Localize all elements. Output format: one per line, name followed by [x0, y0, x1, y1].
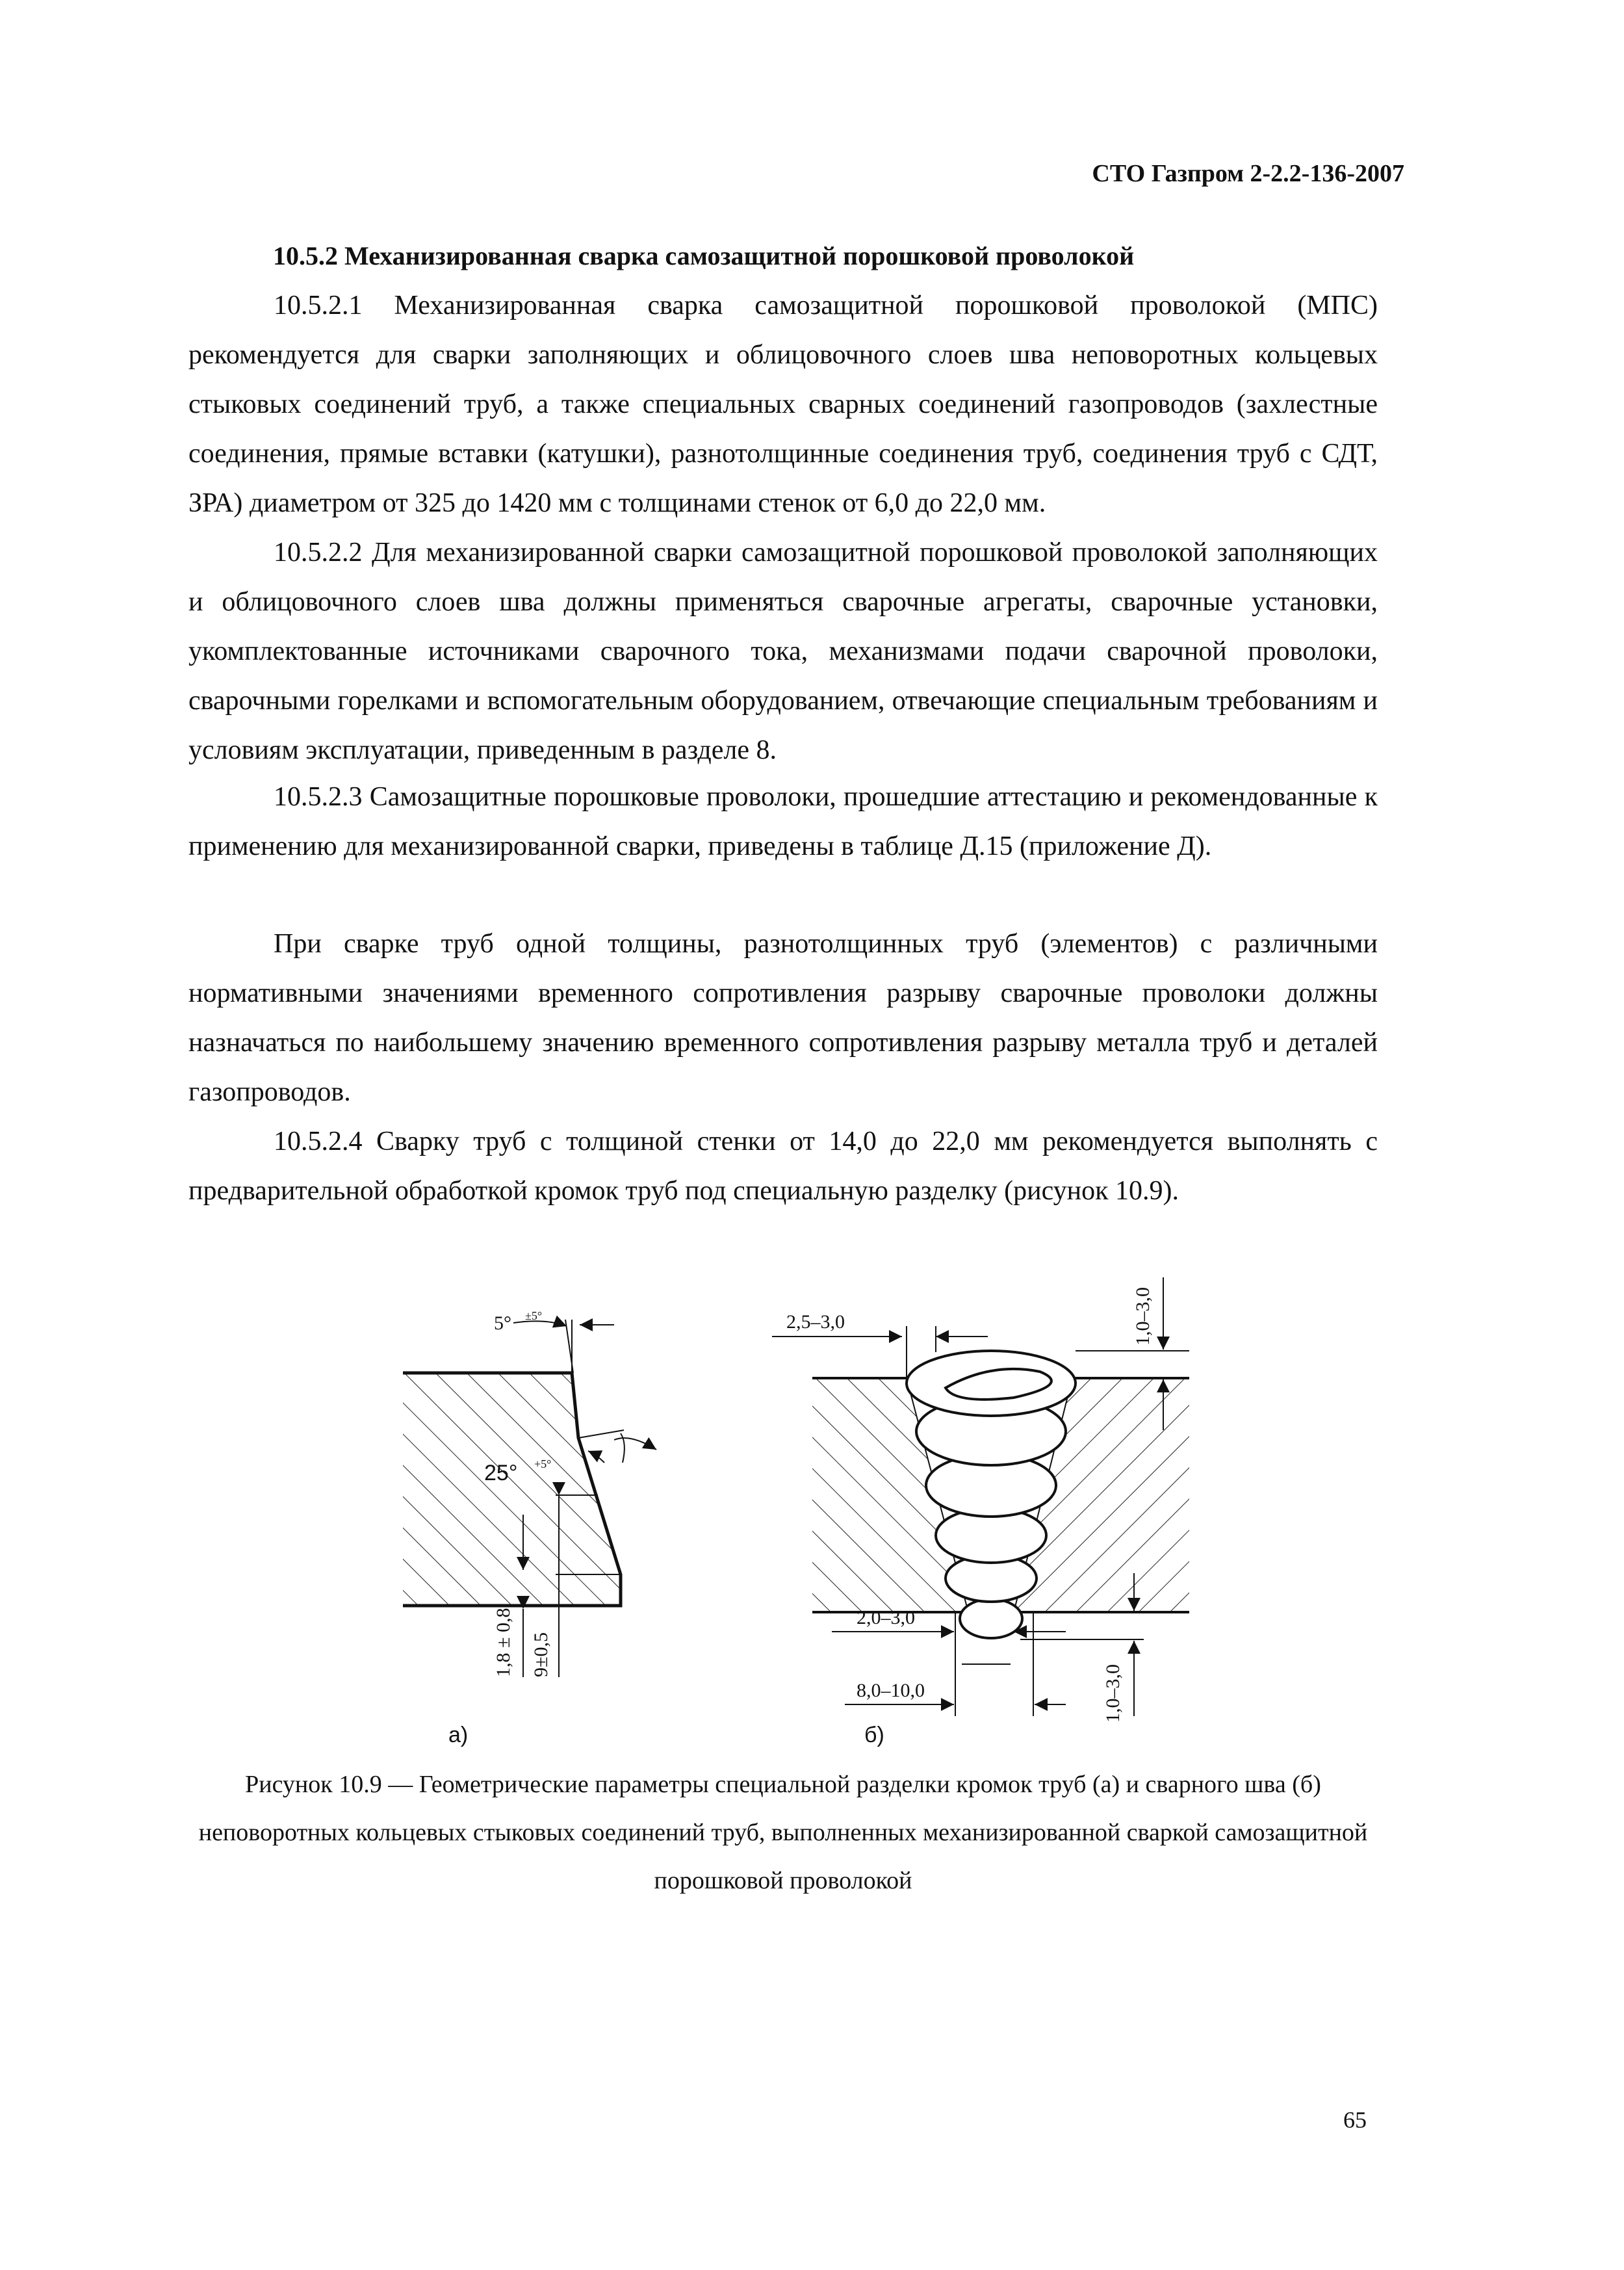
paragraph-10-5-2-3: 10.5.2.3 Самозащитные порошковые проволоки, прошедшие аттестацию и рекомендованные к применению для механизированной сварки, приведены в таблице Д.15 (приложение Д). [188, 782, 1378, 861]
paragraph-10-5-2-2: 10.5.2.2 Для механизированной сварки самозащитной порошковой проволокой заполняющих и облицовочного слоев шва должны применяться сварочные агрегаты, сварочные установки, укомплектованные источниками сварочного тока, механизмами подачи сварочной проволоки, сварочными горелками и вспомогательным оборудованием, отвечающие специальным требованиям и условиям эксплуатации, приведенным в разделе 8. [188, 538, 1378, 765]
dim-top-reinforcement: 1,0–3,0 [1132, 1287, 1154, 1346]
dim-root-face: 1,8 ± 0,8 [493, 1608, 514, 1677]
section-heading: 10.5.2 Механизированная сварка самозащитной порошковой проволокой [273, 241, 1135, 270]
diagram-b-weld-section [772, 1277, 1189, 1747]
dim-top-gap: 2,5–3,0 [786, 1311, 845, 1333]
diagram-a-edge-preparation [403, 1309, 656, 1747]
angle-bevel-tol: +5° [534, 1457, 552, 1470]
pipe-wall-a [403, 1373, 621, 1606]
figure-a-label: а) [448, 1723, 469, 1747]
angle-bevel-label: 25° [484, 1461, 518, 1485]
paragraph-wire-selection: При сварке труб одной толщины, разнотолщинных труб (элементов) с различными нормативными значениями временного сопротивления разрыву сварочные проволоки должны назначаться по наибольшему значению временного сопротивления разрыву металла труб и деталей газопроводов. [188, 929, 1378, 1107]
document-code-header: СТО Газпром 2-2.2-136-2007 [1092, 160, 1404, 187]
dim-bevel-height: 9±0,5 [530, 1632, 552, 1677]
figure-b-label: б) [864, 1723, 884, 1747]
paragraph-10-5-2-4: 10.5.2.4 Сварку труб с толщиной стенки от 14,0 до 22,0 мм рекомендуется выполнять с предварительной обработкой кромок труб под специальную разделку (рисунок 10.9). [188, 1127, 1378, 1206]
dim-root-width: 8,0–10,0 [857, 1680, 925, 1701]
angle-top-label: 5° [494, 1312, 511, 1334]
paragraph-10-5-2-1: 10.5.2.1 Механизированная сварка самозащитной порошковой проволокой (МПС) рекомендуется для сварки заполняющих и облицовочного слоев шва неповоротных кольцевых стыковых соединений труб, а также специальных сварных соединений газопроводов (захлестные соединения, прямые вставки (катушки), разнотолщинные соединения труб, соединения труб с СДТ, ЗРА) диаметром от 325 до 1420 мм с толщинами стенок от 6,0 до 22,0 мм. [188, 291, 1378, 518]
figure-caption: Рисунок 10.9 — Геометрические параметры специальной разделки кромок труб (а) и сварного шва (б) неповоротных кольцевых стыковых соединений труб, выполненных механизированной сваркой самозащитной порошковой проволокой [198, 1771, 1368, 1894]
dim-root-gap: 2,0–3,0 [857, 1607, 915, 1628]
dim-root-reinforcement: 1,0–3,0 [1102, 1664, 1124, 1723]
page-number: 65 [1343, 2107, 1367, 2133]
angle-top-tol: ±5° [525, 1309, 543, 1322]
